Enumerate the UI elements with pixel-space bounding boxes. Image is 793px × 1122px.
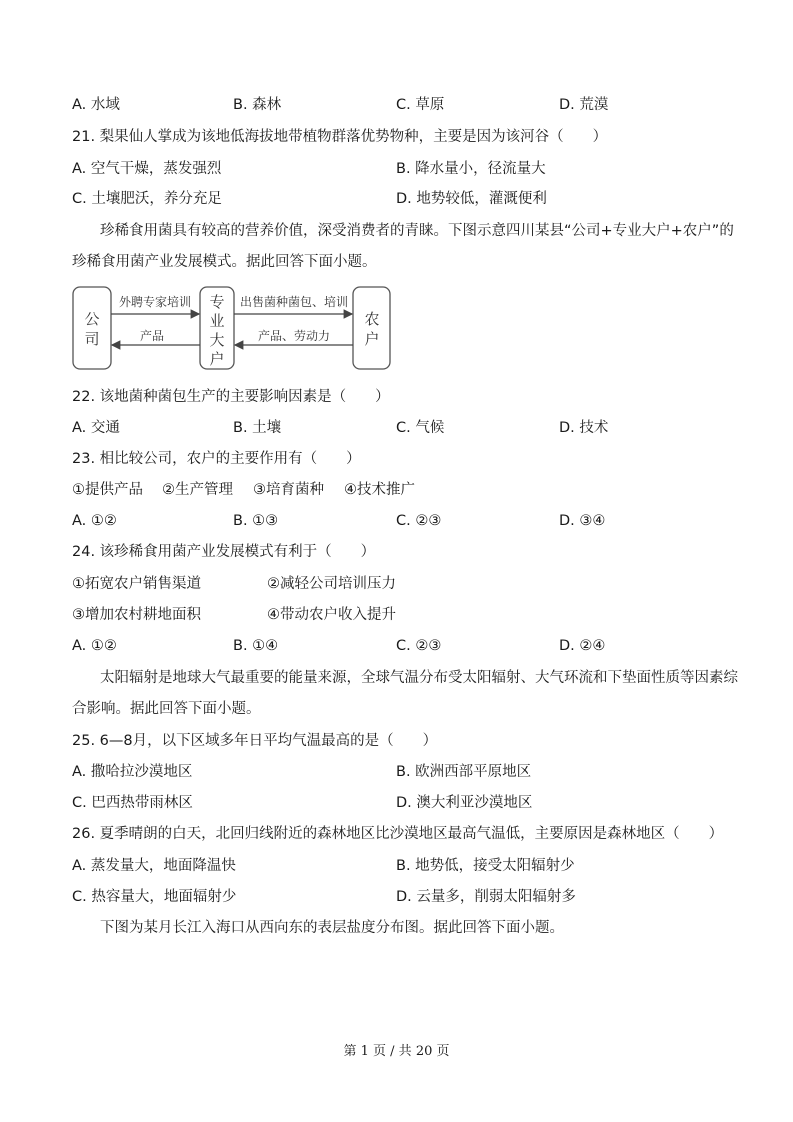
q24-option-a: A. ①② [72,638,117,654]
q23-option-b: B. ①③ [233,513,279,529]
q23-option-a: A. ①② [72,513,117,529]
q23-option-d: D. ③④ [559,513,606,529]
option-a: A. 水域 [72,97,120,113]
q24-option-b: B. ①④ [233,638,279,654]
q24-item-4: ④带动农户收入提升 [267,607,396,623]
q24-item-1: ①拓宽农户销售渠道 [72,576,201,592]
bighouse-char-1: 专 [209,293,225,311]
q22-option-c: C. 气候 [396,420,445,436]
option-d: D. 荒漠 [559,97,609,113]
company-box [73,287,111,369]
bighouse-char-3: 大 [209,331,225,349]
q24-item-3: ③增加农村耕地面积 [72,607,201,623]
q26-option-b: B. 地势低，接受太阳辐射少 [396,858,575,874]
passage-2-line-1: 太阳辐射是地球大气最重要的能量来源，全球气温分布受太阳辐射、大气环流和下垫面性质等因素综 [100,670,738,686]
arrow-label-sell-spawn: 出售菌种菌包、培训 [239,295,349,309]
q26-option-c: C. 热容量大，地面辐射少 [72,889,237,905]
q23-item-1: ①提供产品 [72,482,143,498]
passage-3-line-1: 下图为某月长江入海口从西向东的表层盐度分布图。据此回答下面小题。 [100,920,564,936]
question-25-stem: 25. 6—8月，以下区域多年日平均气温最高的是（ ） [72,733,438,749]
arrow-label-product: 产品 [139,329,165,343]
q26-option-a: A. 蒸发量大，地面降温快 [72,858,236,874]
bighouse-char-4: 户 [209,350,225,368]
bighouse-char-2: 业 [209,312,225,330]
question-24-stem: 24. 该珍稀食用菌产业发展模式有利于（ ） [72,544,376,560]
passage-2-line-2: 合影响。据此回答下面小题。 [72,701,261,717]
question-22-stem: 22. 该地菌种菌包生产的主要影响因素是（ ） [72,389,390,405]
arrow-label-training: 外聘专家培训 [118,295,192,309]
q22-option-a: A. 交通 [72,420,120,436]
company-char-1: 公 [84,310,100,328]
page-footer: 第 1 页 / 共 20 页 [343,1044,450,1059]
q25-option-b: B. 欧洲西部平原地区 [396,764,532,780]
q21-option-c: C. 土壤肥沃，养分充足 [72,191,222,207]
q26-option-d: D. 云量多，削弱太阳辐射多 [396,889,576,905]
q25-option-a: A. 撒哈拉沙漠地区 [72,764,193,780]
q24-option-d: D. ②④ [559,638,606,654]
option-b: B. 森林 [233,97,282,113]
q22-option-b: B. 土壤 [233,420,282,436]
passage-1-line-2: 珍稀食用菌产业发展模式。据此回答下面小题。 [72,254,377,270]
option-c: C. 草原 [396,97,445,113]
q25-option-c: C. 巴西热带雨林区 [72,795,193,811]
q24-item-2: ②减轻公司培训压力 [267,576,396,592]
q21-option-d: D. 地势较低，灌溉便利 [396,191,547,207]
company-char-2: 司 [84,330,100,348]
question-23-stem: 23. 相比较公司，农户的主要作用有（ ） [72,451,361,467]
question-21-stem: 21. 梨果仙人掌成为该地低海拔地带植物群落优势物种，主要是因为该河谷（ ） [72,129,608,145]
farmer-char-1: 农 [364,310,380,328]
arrow-label-product-labor: 产品、劳动力 [257,329,331,343]
q23-item-3: ③培育菌种 [253,482,324,498]
q23-item-2: ②生产管理 [162,482,233,498]
farmer-box [353,287,390,369]
q21-option-b: B. 降水量小，径流量大 [396,161,546,177]
farmer-char-2: 户 [364,330,380,348]
q23-item-4: ④技术推广 [344,482,415,498]
q25-option-d: D. 澳大利亚沙漠地区 [396,795,533,811]
q21-option-a: A. 空气干燥，蒸发强烈 [72,161,222,177]
q22-option-d: D. 技术 [559,420,609,436]
q24-option-c: C. ②③ [396,638,442,654]
question-26-stem: 26. 夏季晴朗的白天，北回归线附近的森林地区比沙漠地区最高气温低，主要原因是森林地区（ ） [72,826,724,842]
industry-model-diagram [70,284,395,374]
passage-1-line-1: 珍稀食用菌具有较高的营养价值，深受消费者的青睐。下图示意四川某县“公司+专业大户+农户”的 [100,223,734,239]
q23-option-c: C. ②③ [396,513,442,529]
